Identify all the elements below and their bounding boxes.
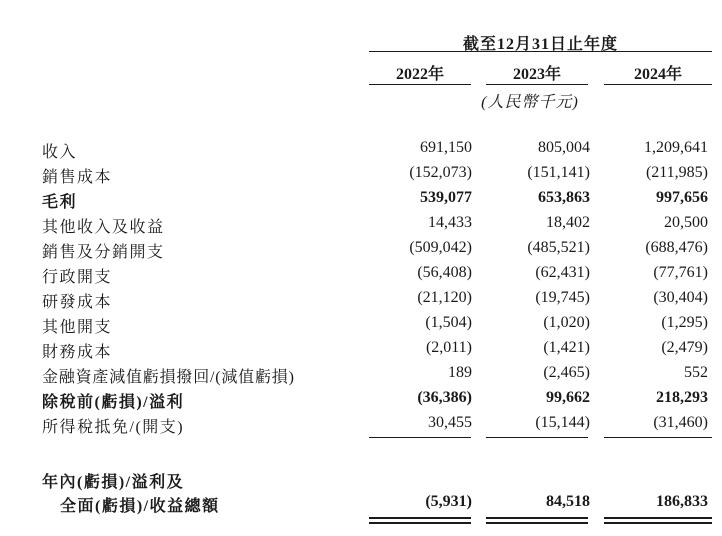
value-2024: (688,476) [645, 239, 708, 256]
value-2023: 653,863 [538, 189, 590, 206]
row-label: 收入 [42, 144, 78, 161]
table-row-gross-profit [0, 189, 722, 211]
value-2023: 18,402 [546, 214, 590, 231]
value-2024: (1,295) [661, 314, 708, 331]
value-2022: (2,011) [425, 339, 472, 356]
subtotal-rule-2022 [369, 437, 471, 438]
table-row-selling-distribution [0, 239, 722, 261]
table-row-revenue [0, 139, 722, 161]
row-label: 行政開支 [42, 269, 113, 286]
value-2023: (1,421) [543, 339, 590, 356]
value-2023: (485,521) [527, 239, 590, 256]
period-rule [369, 51, 712, 52]
total-double-rule-2023 [486, 517, 588, 524]
table-row-rnd [0, 289, 722, 311]
year-rule-2022 [369, 84, 471, 85]
row-label: 除稅前(虧損)/溢利 [42, 394, 185, 411]
value-2022: (36,386) [417, 389, 472, 406]
value-2024: (211,985) [645, 164, 708, 181]
value-2023: (62,431) [535, 264, 590, 281]
value-2023: (19,745) [535, 289, 590, 306]
year-header-2023: 2023年 [512, 66, 561, 83]
year-rule-2023 [486, 84, 588, 85]
value-2023: (151,141) [527, 164, 590, 181]
value-2024: (31,460) [653, 414, 708, 431]
value-2024: 218,293 [656, 389, 708, 406]
value-2022: (21,120) [417, 289, 472, 306]
value-2022: 539,077 [420, 189, 472, 206]
unit-label: (人民幣千元) [481, 94, 579, 111]
value-2024: (30,404) [653, 289, 708, 306]
year-rule-2024 [604, 84, 712, 85]
table-row-income-tax [0, 414, 722, 436]
value-2023: (1,020) [543, 314, 590, 331]
value-2022: 30,455 [428, 414, 472, 431]
value-2022: 691,150 [420, 139, 472, 156]
table-row-cost-of-sales [0, 164, 722, 186]
table-row-profit-before-tax [0, 389, 722, 411]
table-row-other-income [0, 214, 722, 236]
value-2024: 1,209,641 [644, 139, 708, 156]
row-label: 其他收入及收益 [42, 219, 165, 236]
total-label-line2: 全面(虧損)/收益總額 [60, 498, 220, 515]
total-label-line1: 年內(虧損)/溢利及 [42, 474, 185, 491]
table-row-impairment [0, 364, 722, 386]
row-label: 銷售及分銷開支 [42, 244, 165, 261]
value-2022: (56,408) [417, 264, 472, 281]
total-value-2024: 186,833 [656, 493, 708, 510]
value-2022: (152,073) [409, 164, 472, 181]
table-row-other-expenses [0, 314, 722, 336]
table-row-administrative [0, 264, 722, 286]
value-2023: (15,144) [535, 414, 590, 431]
value-2024: 20,500 [664, 214, 708, 231]
row-label: 銷售成本 [42, 169, 113, 186]
value-2023: 99,662 [546, 389, 590, 406]
year-header-2022: 2022年 [395, 66, 444, 83]
row-label: 財務成本 [42, 344, 113, 361]
period-heading: 截至12月31日止年度 [462, 36, 618, 53]
total-value-2023: 84,518 [546, 493, 590, 510]
value-2024: 552 [684, 364, 708, 381]
row-label: 金融資產減值虧損撥回/(減值虧損) [42, 369, 295, 386]
row-label: 所得稅抵免/(開支) [42, 419, 185, 436]
total-value-2022: (5,931) [425, 493, 472, 510]
table-row-finance-costs [0, 339, 722, 361]
table-row-total [0, 493, 722, 515]
value-2022: 14,433 [428, 214, 472, 231]
value-2024: (77,761) [653, 264, 708, 281]
value-2022: 189 [448, 364, 472, 381]
total-double-rule-2024 [604, 517, 712, 524]
table-row-total-label-1 [0, 469, 722, 491]
subtotal-rule-2024 [604, 437, 712, 438]
row-label: 研發成本 [42, 294, 113, 311]
value-2022: (1,504) [425, 314, 472, 331]
row-label: 其他開支 [42, 319, 113, 336]
value-2022: (509,042) [409, 239, 472, 256]
value-2024: (2,479) [661, 339, 708, 356]
value-2024: 997,656 [656, 189, 708, 206]
row-label: 毛利 [42, 194, 78, 211]
subtotal-rule-2023 [486, 437, 588, 438]
year-header-2024: 2024年 [633, 66, 682, 83]
total-double-rule-2022 [369, 517, 471, 524]
value-2023: 805,004 [538, 139, 590, 156]
value-2023: (2,465) [543, 364, 590, 381]
